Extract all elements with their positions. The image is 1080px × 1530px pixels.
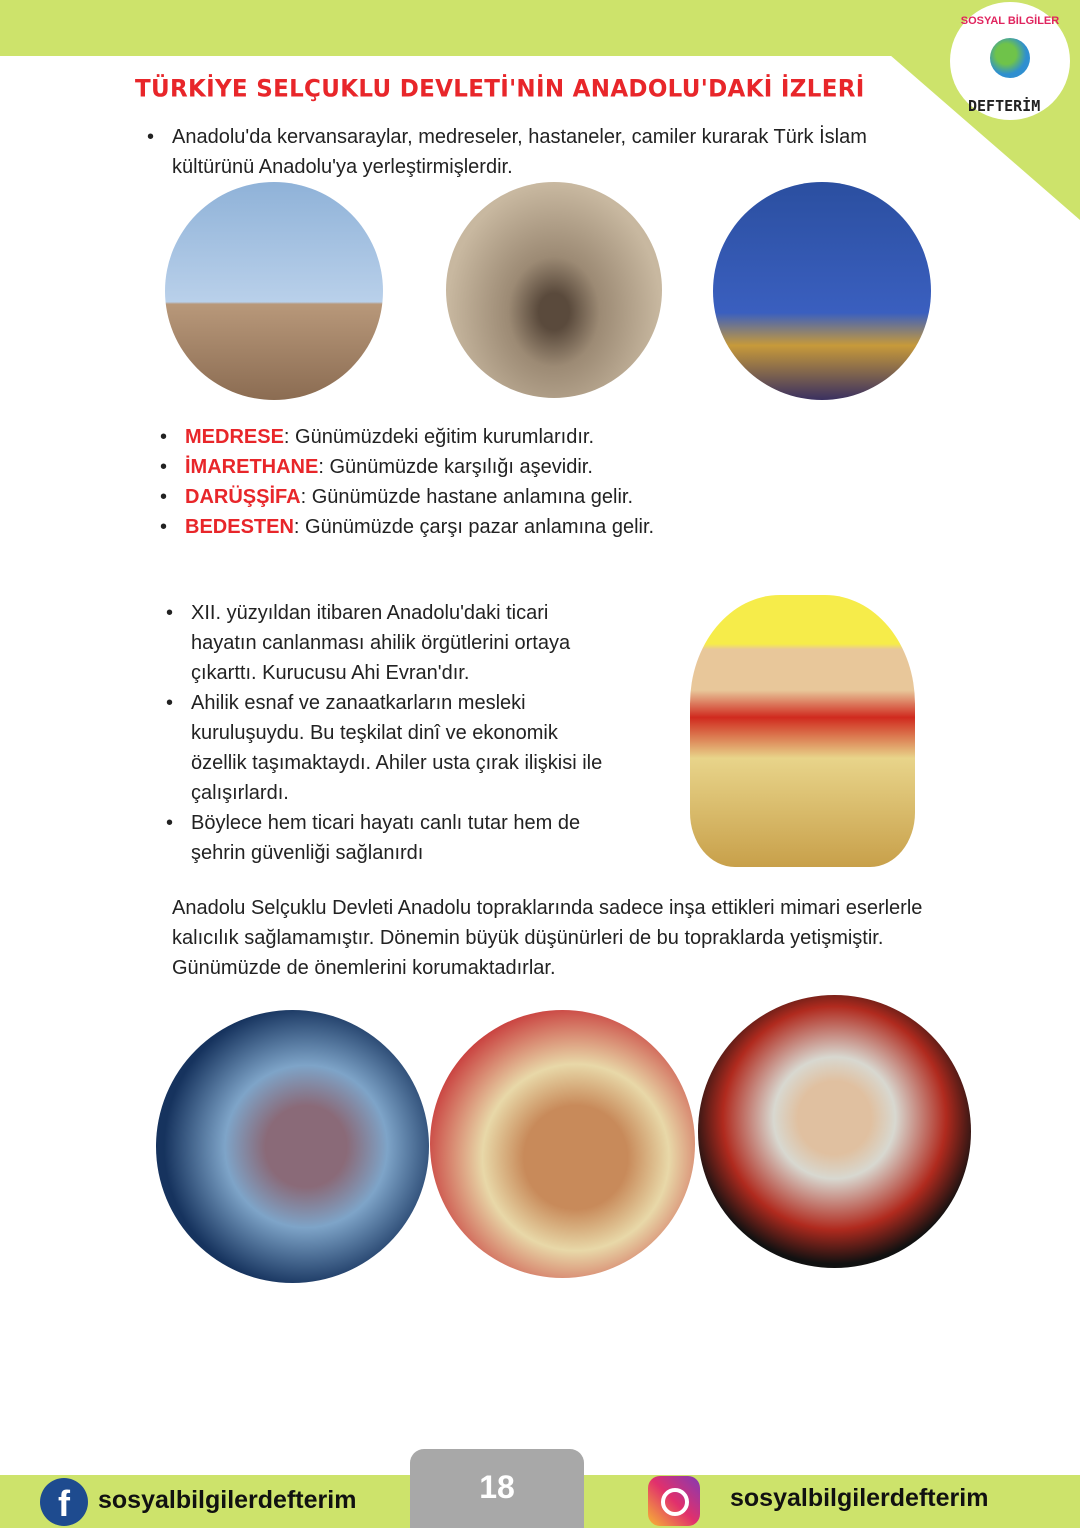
term-desc: : Günümüzdeki eğitim kurumlarıdır.: [283, 426, 595, 448]
term: BEDESTEN: [185, 516, 294, 538]
building-image-1: [165, 182, 383, 400]
ahilik-item: • Böylece hem ticari hayatı canlı tutar hem de şehrin güvenliği sağlanırdı: [166, 808, 616, 868]
paragraph: Anadolu Selçuklu Devleti Anadolu topraklarında sadece inşa ettikleri mimari eserlerle kalıcılık sağlamamıştır. Dönemin büyük düşünürleri de bu topraklarda yetişmiştir. Günümüzde de önemlerini korumaktadırlar.: [172, 897, 923, 979]
term-desc: : Günümüzde karşılığı aşevidir.: [318, 456, 593, 478]
page-number: 18: [410, 1449, 584, 1528]
ahilik-item: • XII. yüzyıldan itibaren Anadolu'daki ticari hayatın canlanması ahilik örgütlerini ortaya çıkarttı. Kurucusu Ahi Evran'dır.: [166, 598, 616, 688]
logo: [950, 2, 1070, 120]
logo-subtext: DEFTERİM: [968, 97, 1041, 115]
ahi-evran-portrait: [690, 595, 915, 867]
logo-text: SOSYAL BİLGİLER: [960, 15, 1060, 27]
intro: [147, 122, 947, 182]
term-item: [160, 512, 654, 542]
instagram-icon[interactable]: [648, 1476, 700, 1526]
facebook-handle[interactable]: sosyalbilgilerdefterim: [98, 1486, 357, 1514]
term-item: [160, 422, 654, 452]
term-desc: : Günümüzde hastane anlamına gelir.: [300, 486, 634, 508]
portrait-yunus-emre: [430, 1010, 695, 1278]
ahilik-list: [166, 598, 616, 868]
ahilik-item: • Ahilik esnaf ve zanaatkarların mesleki kuruluşuydu. Bu teşkilat dinî ve ekonomik özellik taşımaktaydı. Ahiler usta çırak ilişkisi ile çalışırlardı.: [166, 688, 616, 808]
portrait-haci-bektas: [698, 995, 971, 1268]
term: DARÜŞŞİFA: [185, 486, 301, 508]
term: MEDRESE: [185, 426, 284, 448]
intro-text: • Anadolu'da kervansaraylar, medreseler, hastaneler, camiler kurarak Türk İslam kültürünü Anadolu'ya yerleştirmişlerdir.: [147, 122, 947, 182]
facebook-icon[interactable]: f: [40, 1478, 88, 1526]
term-item: [160, 482, 654, 512]
instagram-handle[interactable]: sosyalbilgilerdefterim: [730, 1484, 989, 1512]
terms-list: [160, 422, 654, 542]
building-image-3: [713, 182, 931, 400]
term-item: [160, 452, 654, 482]
portrait-mevlana: [156, 1010, 429, 1283]
term: İMARETHANE: [185, 456, 319, 478]
page-title: TÜRKİYE SELÇUKLU DEVLETİ'NİN ANADOLU'DAKİ İZLERİ: [135, 75, 865, 103]
term-desc: : Günümüzde çarşı pazar anlamına gelir.: [293, 516, 655, 538]
globe-icon: [990, 38, 1030, 78]
top-band: [0, 0, 1080, 56]
building-image-2: [446, 182, 662, 398]
